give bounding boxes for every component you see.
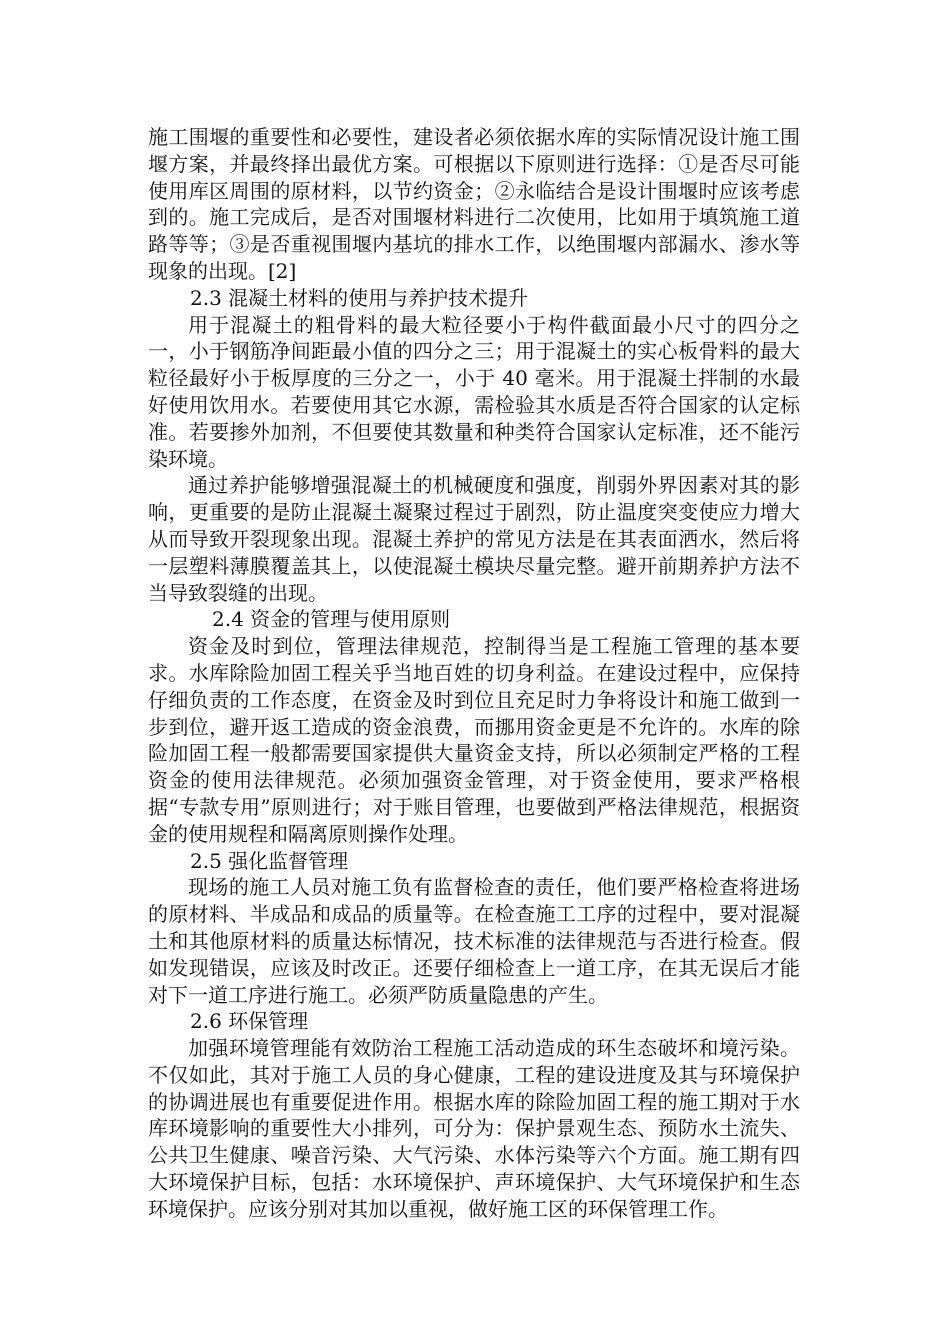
paragraph-environment: 加强环境管理能有效防治工程施工活动造成的环生态破坏和境污染。不仅如此，其对于施工人员的身心健康，工程的建设进度及其与环境保护的协调进展也有重要促进作用。根据水库的除险加固工程的施工期对于水库环境影响的重要性大小排列，可分为：保护景观生态、预防水土流失、公共卫生健康、噪音污染、大气污染、水体污染等六个方面。施工期有四大环境保护目标，包括：水环境保护、声环境保护、大气环境保护和生态环境保护。应该分别对其加以重视，做好施工区的环保管理工作。 bbox=[148, 1036, 800, 1221]
document-page bbox=[148, 124, 800, 1223]
paragraph-supervision: 现场的施工人员对施工负有监督检查的责任，他们要严格检查将进场的原材料、半成品和成品的质量等。在检查施工工序的过程中，要对混凝土和其他原材料的质量达标情况，技术标准的法律规范与否进行检查。假如发现错误，应该及时改正。还要仔细检查上一道工序，在其无误后才能对下一道工序进行施工。必须严防质量隐患的产生。 bbox=[148, 875, 800, 1007]
paragraph-curing: 通过养护能够增强混凝土的机械硬度和强度，削弱外界因素对其的影响，更重要的是防止混凝土凝聚过程过于剧烈，防止温度突变使应力增大从而导致开裂现象出现。混凝土养护的常见方法是在其表面洒水，然后将一层塑料薄膜覆盖其上，以使混凝土模块尽量完整。避开前期养护方法不当导致裂缝的出现。 bbox=[148, 473, 800, 605]
heading-2-3: 2.3 混凝土材料的使用与养护技术提升 bbox=[190, 285, 529, 310]
heading-2-6: 2.6 环保管理 bbox=[190, 1009, 309, 1034]
paragraph-funds: 资金及时到位，管理法律规范，控制得当是工程施工管理的基本要求。水库除险加固工程关乎当地百姓的切身利益。在建设过程中，应保持仔细负责的工作态度，在资金及时到位且充足时力争将设计和施工做到一步到位，避开返工造成的资金浪费，而挪用资金更是不允许的。水库的除险加固工程一般都需要国家提供大量资金支持，所以必须制定严格的工程资金的使用法律规范。必须加强资金管理，对于资金使用，要求严格根据“专款专用”原则进行；对于账目管理，也要做到严格法律规范，根据资金的使用规程和隔离原则操作处理。 bbox=[148, 634, 800, 846]
paragraph-aggregate: 用于混凝土的粗骨料的最大粒径要小于构件截面最小尺寸的四分之一，小于钢筋净间距最小值的四分之三；用于混凝土的实心板骨料的最大粒径最好小于板厚度的三分之一，小于 40 毫米。用于混凝土拌制的水最好使用饮用水。若要使用其它水源，需检验其水质是否符合国家的认定标准。若要掺外加剂，不但要使其数量和种类符合国家认定标准，还不能污染环境。 bbox=[148, 312, 800, 471]
heading-2-4: 2.4 资金的管理与使用原则 bbox=[212, 607, 451, 632]
paragraph-cofferdam: 施工围堰的重要性和必要性，建设者必须依据水库的实际情况设计施工围堰方案，并最终择出最优方案。可根据以下原则进行选择：①是否尽可能使用库区周围的原材料，以节约资金；②永临结合是设计围堰时应该考虑到的。施工完成后，是否对围堰材料进行二次使用，比如用于填筑施工道路等等；③是否重视围堰内基坑的排水工作，以绝围堰内部漏水、渗水等现象的出现。[2] bbox=[148, 125, 800, 283]
heading-2-5: 2.5 强化监督管理 bbox=[190, 848, 349, 873]
